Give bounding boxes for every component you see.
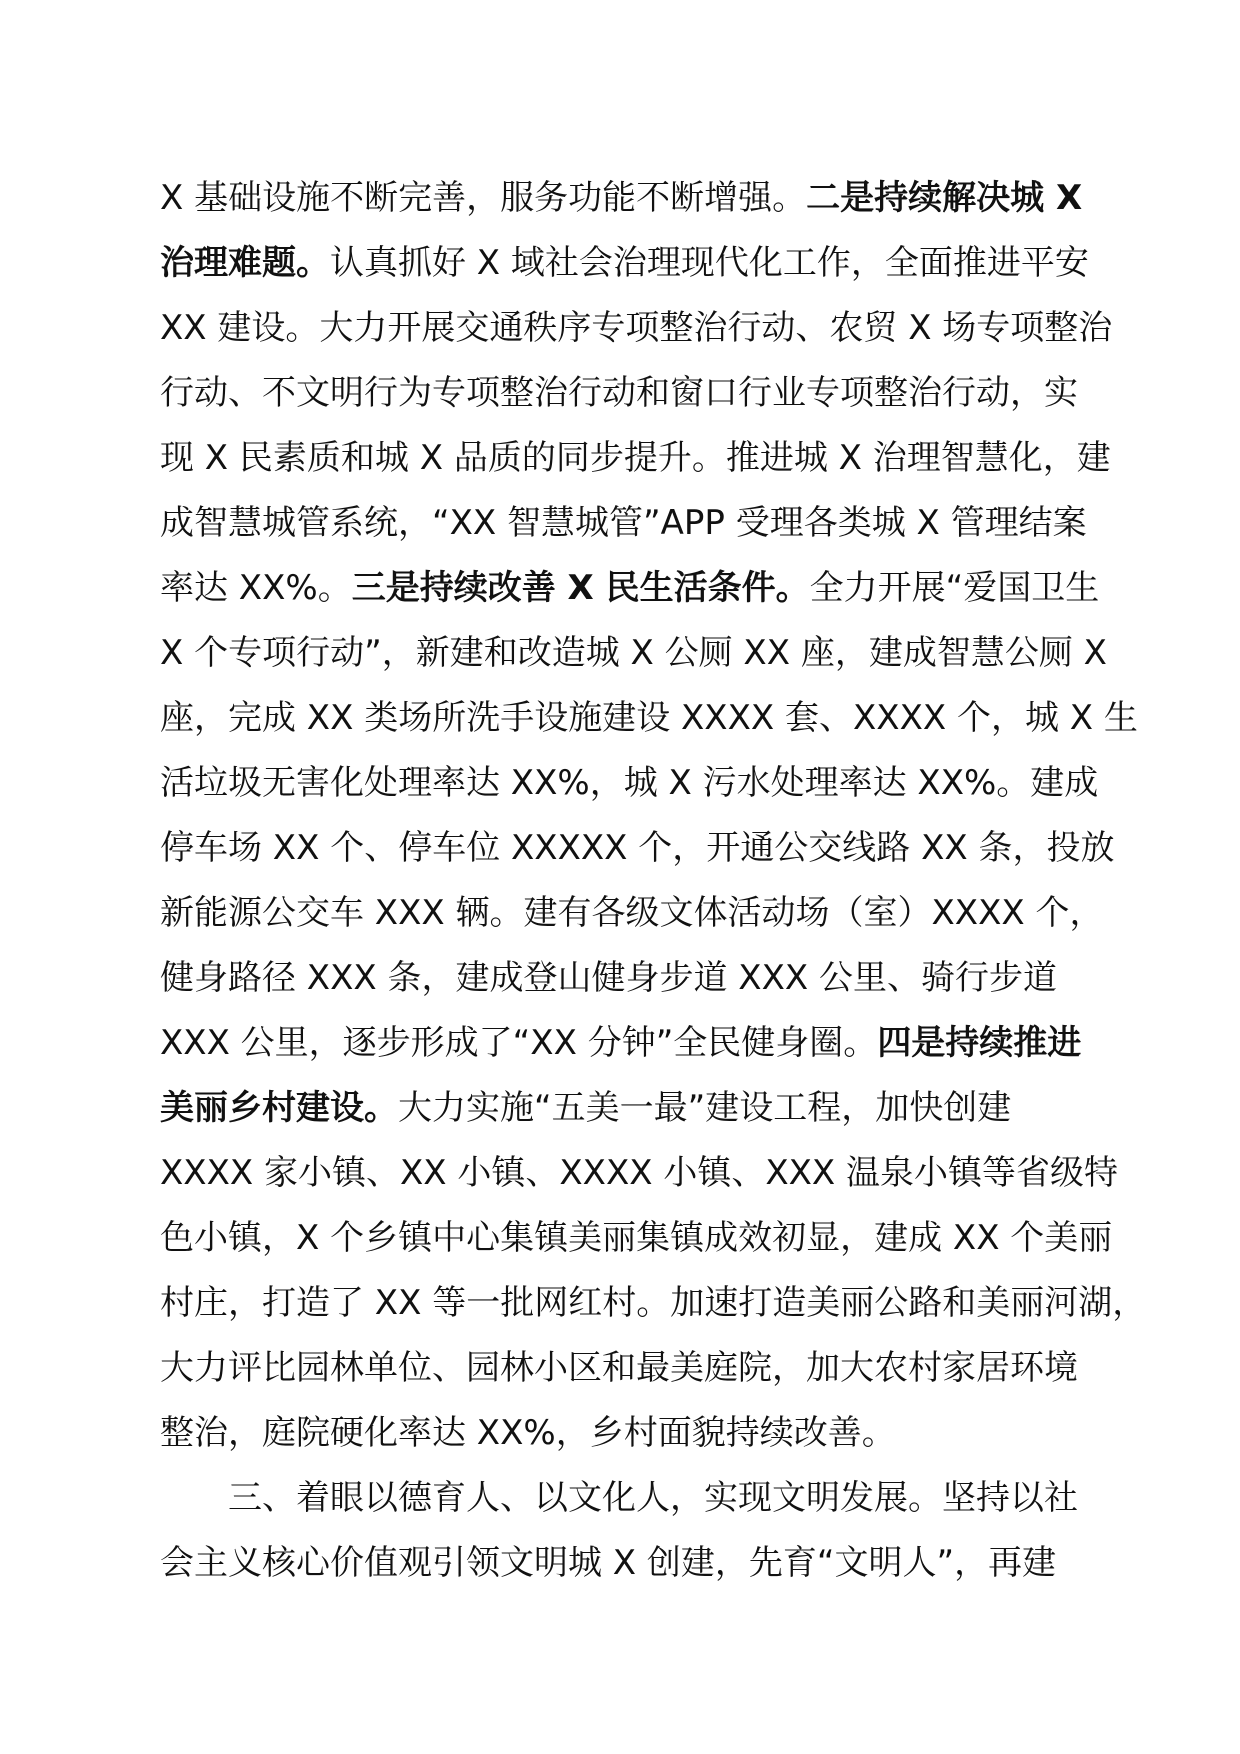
text-run: 行动、不文明行为专项整治行动和窗口行业专项整治行动，实 xyxy=(160,373,1078,413)
text-run: 整治，庭院硬化率达 XX%，乡村面貌持续改善。 xyxy=(160,1413,896,1453)
text-run: 停车场 XX 个、停车位 XXXXX 个，开通公交线路 XX 条，投放 xyxy=(160,828,1115,868)
text-run: 率达 XX%。 xyxy=(160,568,352,608)
document-body xyxy=(160,166,1147,1596)
text-run: 色小镇，X 个乡镇中心集镇美丽集镇成效初显，建成 XX 个美丽 xyxy=(160,1218,1113,1258)
bold-text-run: 治理难题。 xyxy=(160,243,330,283)
text-line xyxy=(160,361,1120,426)
text-line xyxy=(160,1336,1120,1401)
text-line xyxy=(160,426,1120,491)
text-line xyxy=(160,166,1120,231)
text-line xyxy=(160,621,1120,686)
text-run: 大力实施“五美一最”建设工程，加快创建 xyxy=(398,1088,1012,1128)
text-run: 健身路径 XXX 条，建成登山健身步道 XXX 公里、骑行步道 xyxy=(160,958,1057,998)
text-run: XXXX 家小镇、XX 小镇、XXXX 小镇、XXX 温泉小镇等省级特 xyxy=(160,1153,1119,1193)
text-run: 新能源公交车 XXX 辆。建有各级文体活动场（室）XXXX 个， xyxy=(160,893,1104,933)
text-line xyxy=(160,491,1120,556)
text-run: 大力评比园林单位、园林小区和最美庭院，加大农村家居环境 xyxy=(160,1348,1078,1388)
text-line xyxy=(160,296,1120,361)
text-run: 现 X 民素质和城 X 品质的同步提升。推进城 X 治理智慧化，建 xyxy=(160,438,1111,478)
text-line xyxy=(160,1531,1120,1596)
bold-text-run: 三是持续改善 X 民生活条件。 xyxy=(351,568,810,608)
text-line xyxy=(160,1011,1120,1076)
text-run: 会主义核心价值观引领文明城 X 创建，先育“文明人”，再建 xyxy=(160,1543,1057,1583)
text-line xyxy=(160,1076,1120,1141)
text-line xyxy=(160,1206,1120,1271)
bold-text-run: 美丽乡村建设。 xyxy=(160,1088,398,1128)
text-run: 活垃圾无害化处理率达 XX%，城 X 污水处理率达 XX%。建成 xyxy=(160,763,1099,803)
text-line xyxy=(160,686,1138,751)
bold-text-run: 四是持续推进 xyxy=(877,1023,1082,1063)
text-line xyxy=(160,1466,1120,1531)
text-run: X 基础设施不断完善，服务功能不断增强。 xyxy=(160,178,807,218)
text-line xyxy=(160,751,1120,816)
text-line xyxy=(160,1141,1120,1206)
text-run: 全力开展“爱国卫生 xyxy=(809,568,1100,608)
text-line xyxy=(160,946,1120,1011)
text-run: X 个专项行动”，新建和改造城 X 公厕 XX 座，建成智慧公厕 X xyxy=(160,633,1107,673)
text-line xyxy=(160,816,1120,881)
text-line xyxy=(160,1271,1147,1336)
text-run: 成智慧城管系统，“XX 智慧城管”APP 受理各类城 X 管理结案 xyxy=(160,503,1087,543)
text-run: 三、着眼以德育人、以文化人，实现文明发展。坚持以社 xyxy=(228,1478,1078,1518)
text-line xyxy=(160,1401,1120,1466)
text-run: 座，完成 XX 类场所洗手设施建设 XXXX 套、XXXX 个，城 X 生 xyxy=(160,698,1138,738)
text-run: XXX 公里，逐步形成了“XX 分钟”全民健身圈。 xyxy=(160,1023,878,1063)
text-run: 认真抓好 X 域社会治理现代化工作，全面推进平安 xyxy=(330,243,1089,283)
text-line xyxy=(160,556,1120,621)
text-line xyxy=(160,881,1120,946)
bold-text-run: 二是持续解决城 X xyxy=(806,178,1083,218)
text-run: 村庄，打造了 XX 等一批网红村。加速打造美丽公路和美丽河湖， xyxy=(160,1283,1147,1323)
text-line xyxy=(160,231,1120,296)
text-run: XX 建设。大力开展交通秩序专项整治行动、农贸 X 场专项整治 xyxy=(160,308,1113,348)
